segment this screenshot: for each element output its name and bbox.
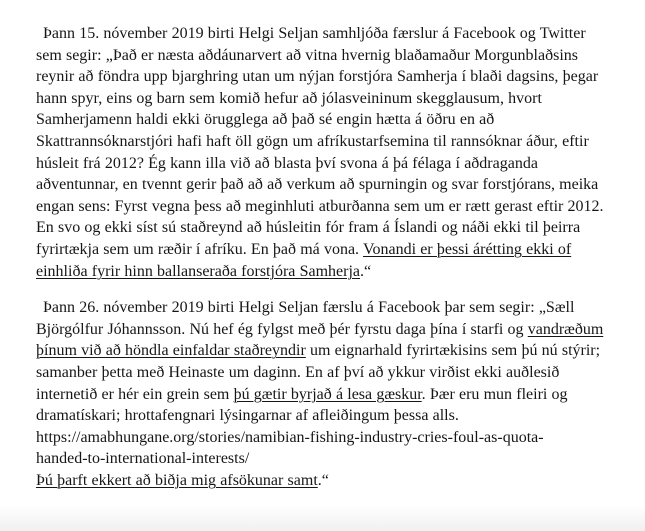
paragraph-helgi-nov15 [36,23,613,282]
text-run: .“ [317,471,329,489]
page-bottom-fade [0,505,645,531]
paragraph-helgi-nov26 [36,297,613,491]
document-text-block [36,23,613,491]
text-run: Þann 15. nóvember 2019 birti Helgi Seljan samhljóða færslur á Facebook og Twitter sem segir: „Það er næsta aðdáunarvert að vitna hvernig blaðamaður Morgunblaðsins reynir að föndra upp bjarghring utan um nýjan forstjóra Samherja í blaði dagsins, þegar hann spyr, eins og barn sem komið hefur að jólasveininum skegglausum, hvort Samherjamenn haldi ekki örugglega að það sé engin hætta á öðru en að Skattrannsóknarstjóri hafi haft öll gögn um afríkustarfsemina til rannsóknar áður, eftir húsleit frá 2012? Ég kann illa við að blasta því svona á þá félaga í aðdraganda aðventunnar, en tvennt gerir það að að verkum að spurningin og svar forstjórans, meika engan sens: Fyrst vegna þess að meginhluti atburðanna sem um er rætt gerast eftir 2012. En svo og ekki síst sú staðreynd að húsleitin fór fram á Íslandi og náði ekki til þeirra fyrirtækja sem um ræðir í afríku. En það má vona. [36,25,604,258]
underlined-text: Vonandi er þessi árétting ekki of einhliða fyrir hinn ballanseraða forstjóra Samherja [36,240,572,280]
text-run: .“ [360,262,372,280]
url-text-line2: handed-to-international-interests/ [36,450,250,468]
underlined-text: vandræðum þínum við að höndla einfaldar staðreyndir [36,320,604,360]
underlined-text: Þú þarft ekkert að biðja mig afsökunar samt [36,471,318,489]
text-run: um eignarhald fyrirtækisins sem þú nú stýrir; samanber þetta með Heinaste um daginn. En af því að ykkur virðist ekki auðlesið internetið er hér ein grein sem [36,342,601,403]
url-text-line1: https://amabhungane.org/stories/namibian-fishing-industry-cries-foul-as-quota- [36,428,544,446]
underlined-text: þú gætir byrjað á lesa gæskur [233,385,422,403]
text-run: . Þær eru mun fleiri og dramatískari; hrottafengnari lýsingarnar af afleiðingum þessa alls. [36,385,568,425]
text-run: Þann 26. nóvember 2019 birti Helgi Seljan færslu á Facebook þar sem segir: „Sæll Björgólfur Jóhannsson. Nú hef ég fylgst með þér fyrstu daga þína í starfi og [36,299,575,338]
